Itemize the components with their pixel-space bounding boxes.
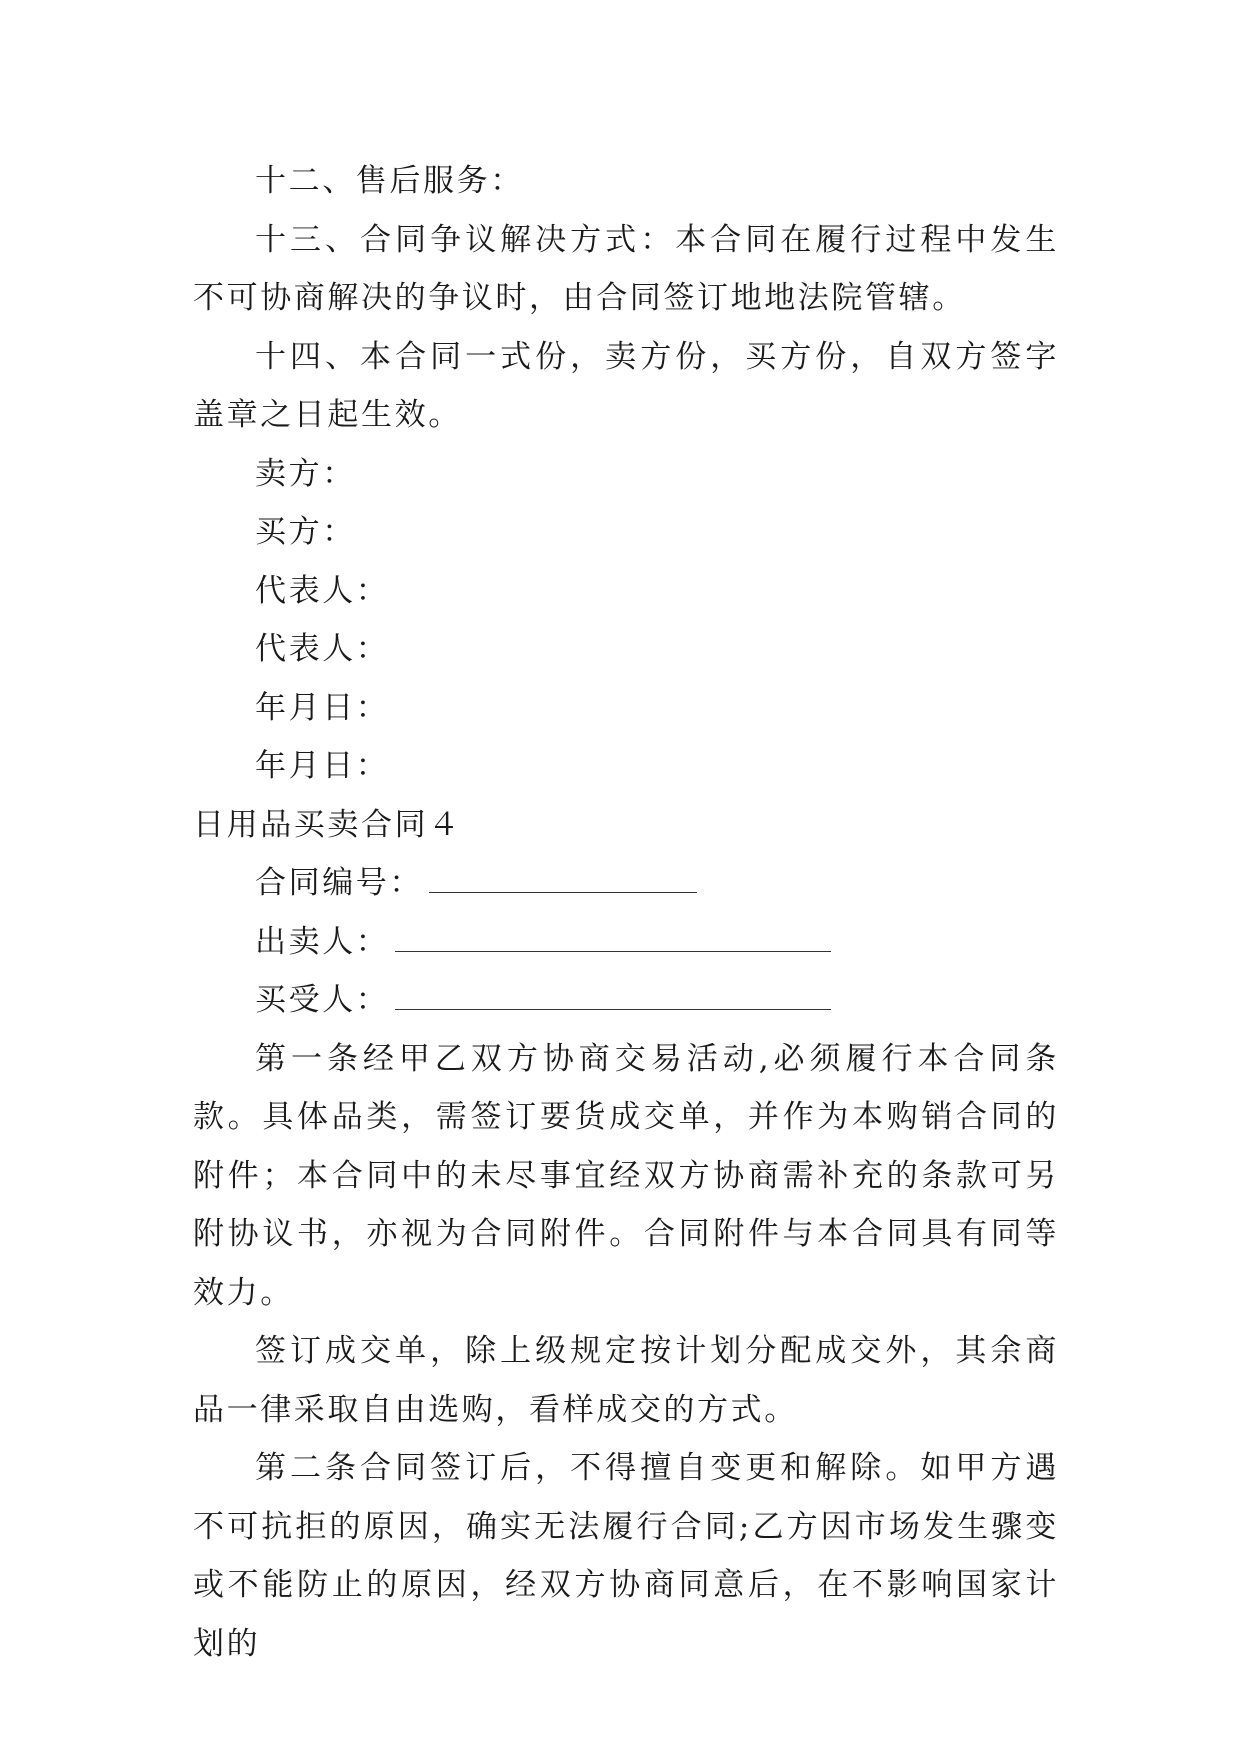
order-form-paragraph: 签订成交单，除上级规定按计划分配成交外，其余商品一律采取自由选购，看样成交的方式。	[193, 1333, 1059, 1428]
contract-number-field	[193, 854, 1059, 913]
document-page	[193, 152, 1059, 1673]
seller-field	[193, 913, 1059, 972]
seller-label: 出卖人：	[255, 923, 390, 960]
clause-13-dispute-resolution: 十三、合同争议解决方式：本合同在履行过程中发生不可协商解决的争议时，由合同签订地地法院管辖。	[193, 221, 1059, 316]
seller-representative-line: 代表人：	[255, 572, 390, 609]
clause-12: 十二、售后服务：	[255, 163, 524, 199]
contract-number-blank	[429, 870, 697, 893]
contract-title: 日用品买卖合同４	[193, 806, 462, 843]
buyer-date-line: 年月日：	[255, 748, 390, 784]
seller-signature-line: 卖方：	[255, 455, 356, 492]
buyer-blank	[395, 987, 831, 1010]
article-1: 第一条经甲乙双方协商交易活动,必须履行本合同条款。具体品类，需签订要货成交单，并作为本购销合同的附件；本合同中的未尽事宜经双方协商需补充的条款可另附协议书，亦视为合同附件。合同附件与本合同具有同等效力。	[193, 1040, 1059, 1311]
seller-blank	[395, 929, 831, 952]
contract-number-label: 合同编号：	[255, 865, 423, 901]
seller-date-line: 年月日：	[255, 689, 390, 726]
clause-14-copies: 十四、本合同一式份，卖方份，买方份，自双方签字盖章之日起生效。	[193, 338, 1059, 433]
buyer-field	[193, 971, 1059, 1030]
buyer-signature-line: 买方：	[255, 514, 356, 550]
buyer-label: 买受人：	[255, 982, 390, 1018]
article-2: 第二条合同签订后，不得擅自变更和解除。如甲方遇不可抗拒的原因，确实无法履行合同;乙方因市场发生骤变或不能防止的原因，经双方协商同意后，在不影响国家计划的	[193, 1450, 1059, 1662]
buyer-representative-line: 代表人：	[255, 631, 390, 667]
